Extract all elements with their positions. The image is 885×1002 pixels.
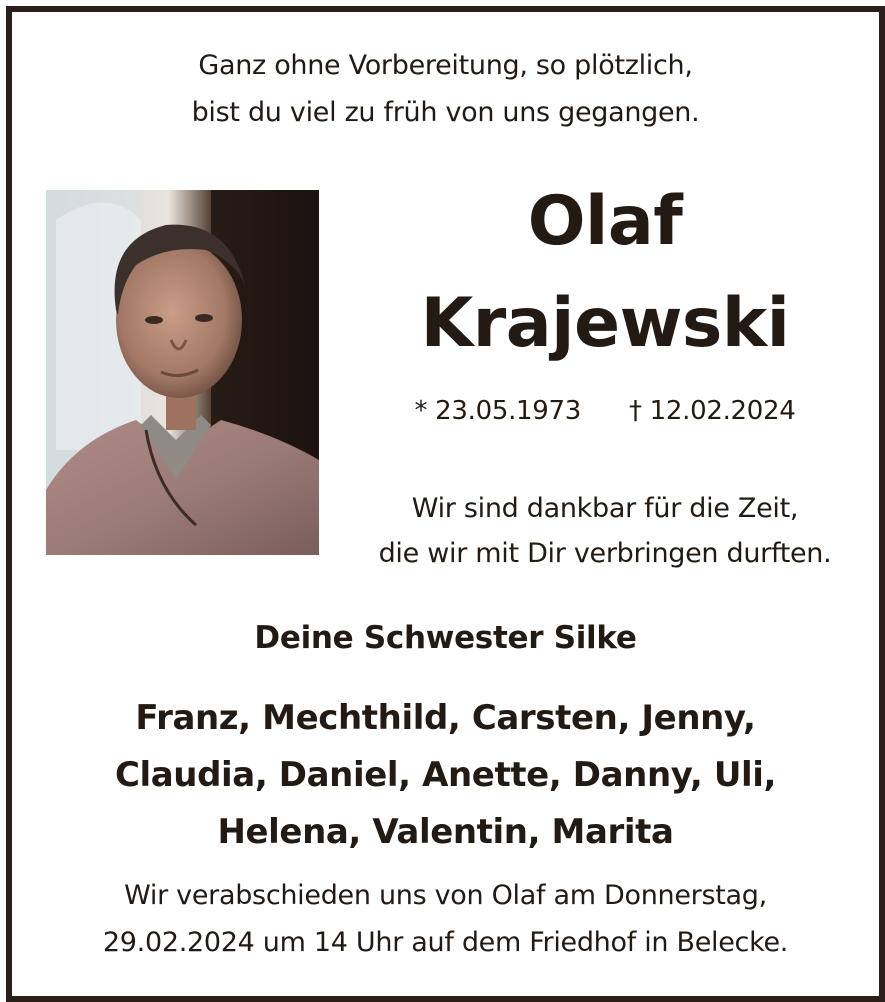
life-dates	[346, 396, 864, 426]
funeral-notice	[12, 872, 879, 966]
gratitude-line-2: die wir mit Dir verbringen durften.	[378, 538, 832, 569]
sister-signature: Deine Schwester Silke	[254, 620, 637, 656]
birth-date: * 23.05.1973	[414, 396, 582, 426]
family-line-2: Claudia, Daniel, Anette, Danny, Uli,	[114, 755, 777, 795]
poem-line-2: bist du viel zu früh von uns gegangen.	[191, 97, 700, 128]
gratitude-line-1: Wir sind dankbar für die Zeit,	[411, 493, 799, 524]
obituary-border	[6, 6, 885, 1002]
family-line-3: Helena, Valentin, Marita	[217, 812, 674, 852]
gratitude-text	[346, 486, 864, 576]
opening-poem	[12, 42, 879, 136]
portrait-photo	[46, 190, 319, 555]
funeral-line-1: Wir verabschieden uns von Olaf am Donnerstag,	[124, 880, 767, 911]
funeral-line-2: 29.02.2024 um 14 Uhr auf dem Friedhof in Belecke.	[102, 927, 789, 958]
deceased-last-name: Krajewski	[420, 284, 790, 363]
family-line-1: Franz, Mechthild, Carsten, Jenny,	[135, 698, 756, 738]
deceased-first-name: Olaf	[527, 182, 683, 261]
death-date: † 12.02.2024	[628, 396, 796, 426]
poem-line-1: Ganz ohne Vorbereitung, so plötzlich,	[198, 50, 693, 81]
family-signatures	[12, 690, 879, 861]
